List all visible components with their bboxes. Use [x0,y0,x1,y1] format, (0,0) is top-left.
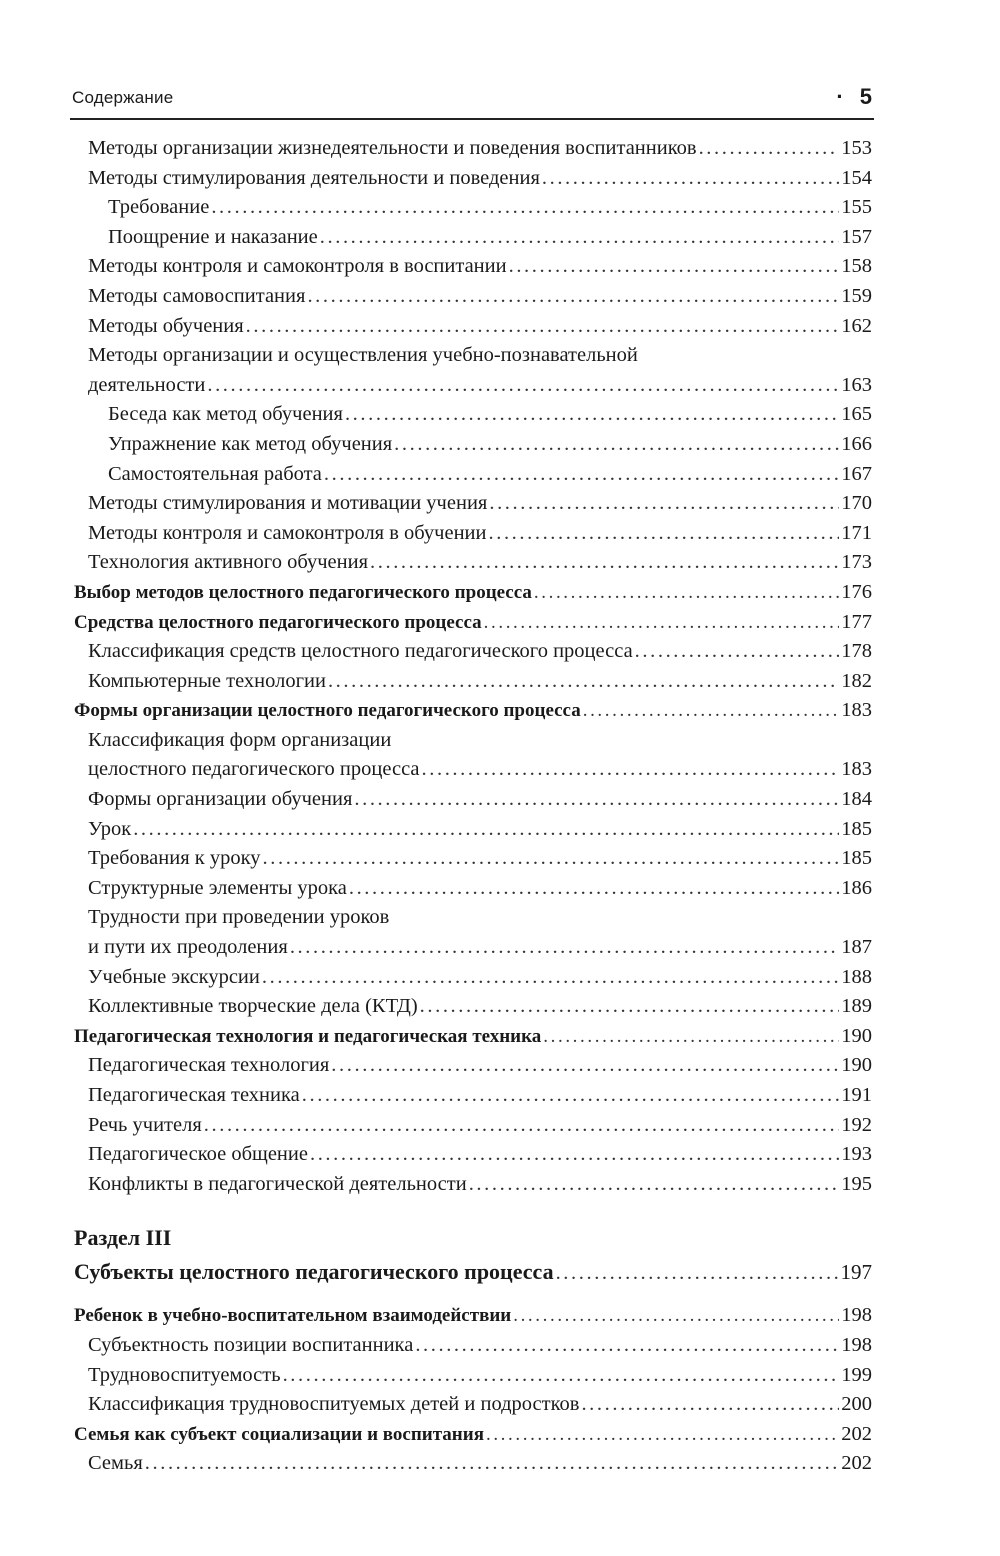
toc-entry-title: Средства целостного педагогического процесса [74,611,482,633]
toc-entry-page: 162 [841,314,872,337]
leader-dots [263,844,840,874]
toc-entry[interactable] [74,785,872,815]
leader-dots [489,489,839,519]
toc-entry[interactable] [74,223,872,253]
leader-dots [489,519,840,549]
toc-entry[interactable] [74,252,872,282]
leader-dots [484,608,840,638]
toc-entry-title: Самостоятельная работа [108,462,322,485]
toc-entry-page: 188 [841,965,872,988]
toc-entry-page: 153 [841,137,872,159]
toc-entry-title: Конфликты в педагогической деятельности [88,1172,467,1195]
section-title: Субъекты целостного педагогического процесса [74,1259,554,1285]
toc-entry[interactable] [74,992,872,1022]
toc-entry-page: 192 [841,1113,872,1136]
leader-dots [370,548,839,578]
toc-entry-title: Технология активного обучения [88,551,369,574]
toc-entry-title: Формы организации обучения [88,788,353,811]
leader-dots [290,933,839,963]
toc-entry[interactable] [74,341,872,371]
toc-entry-title: Поощрение и наказание [108,225,318,248]
toc-entry-page: 199 [841,1363,872,1386]
toc-entry-title: Учебные экскурсии [88,965,260,988]
toc-entry[interactable] [74,1420,872,1450]
toc-entry-title: деятельности [88,373,206,396]
leader-dots [354,785,839,815]
toc-entry-page: 177 [841,610,872,633]
toc-entry-page: 155 [841,196,872,219]
toc-entry-page: 171 [841,521,872,544]
toc-entry[interactable] [74,1111,872,1141]
leader-dots [211,193,839,223]
toc-entry[interactable] [74,1170,872,1200]
toc-entry-title: Семья [88,1452,143,1475]
toc-entry-title: Педагогическая технология [88,1054,330,1077]
leader-dots [133,815,839,845]
toc-entry-title: Классификация трудновоспитуемых детей и подростков [88,1393,580,1416]
toc-entry[interactable] [74,134,872,164]
toc-entry-title: Трудновоспитуемость [88,1363,281,1386]
running-title: Содержание [72,88,174,107]
toc-entry[interactable] [74,460,872,490]
leader-dots [246,312,840,342]
table-of-contents [74,134,872,1479]
leader-dots [207,371,839,401]
toc-entry-page: 202 [841,1452,872,1475]
toc-entry-page: 178 [841,640,872,663]
section-gap [74,1199,872,1221]
leader-dots [422,755,840,785]
toc-entry[interactable] [74,489,872,519]
toc-entry-page: 183 [841,699,872,722]
toc-group-a [74,134,872,1199]
toc-entry[interactable] [74,903,872,933]
toc-entry-title: Формы организации целостного педагогического процесса [74,700,581,722]
toc-entry-page: 202 [841,1422,872,1445]
toc-entry-page: 185 [841,817,872,840]
toc-entry-page: 186 [841,876,872,899]
toc-entry-title: Ребенок в учебно-воспитательном взаимодействии [74,1305,512,1327]
toc-entry-title: Методы стимулирования деятельности и поведения [88,166,540,189]
toc-entry[interactable] [74,1331,872,1361]
toc-entry-title: Требования к уроку [88,847,261,870]
leader-dots [469,1170,840,1200]
toc-entry-title: Методы самовоспитания [88,284,306,307]
leader-dots [394,430,839,460]
toc-entry-page: 190 [841,1054,872,1077]
toc-entry-page: 166 [841,432,872,455]
toc-entry[interactable] [74,164,872,194]
toc-entry[interactable] [74,578,872,608]
toc-entry-title: Классификация форм организации [88,728,392,751]
toc-entry-title: Методы организации жизнедеятельности и поведения воспитанников [88,137,697,159]
toc-entry[interactable] [74,815,872,845]
toc-entry-page: 170 [841,492,872,515]
leader-dots [486,1420,839,1450]
header-bullet: · [836,84,844,109]
toc-entry[interactable] [74,548,872,578]
toc-entry[interactable] [74,312,872,342]
section-gap-small [74,1289,872,1301]
toc-entry-title: Методы обучения [88,314,244,337]
leader-dots [534,578,839,608]
leader-dots [542,164,839,194]
toc-entry-page: 165 [841,403,872,426]
toc-entry-page: 189 [841,995,872,1018]
toc-entry-title: Методы организации и осуществления учебно-познавательной [88,344,638,367]
toc-entry-page: 200 [841,1393,872,1416]
toc-entry[interactable] [74,963,872,993]
toc-entry[interactable] [74,667,872,697]
toc-entry[interactable] [74,1390,872,1420]
leader-dots [581,1390,839,1420]
toc-entry-page: 195 [841,1172,872,1195]
toc-entry-page: 167 [841,462,872,485]
toc-group-b [74,1301,872,1479]
toc-entry[interactable] [74,282,872,312]
toc-entry-page: 198 [841,1333,872,1356]
toc-entry[interactable] [74,874,872,904]
toc-entry-page: 159 [841,284,872,307]
leader-dots [262,963,839,993]
leader-dots [302,1081,840,1111]
toc-entry-page: 163 [841,373,872,396]
leader-dots [320,223,839,253]
toc-entry-title: Коллективные творческие дела (КТД) [88,995,418,1018]
leader-dots [556,1256,839,1290]
toc-entry[interactable] [74,430,872,460]
toc-entry-title: Упражнение как метод обучения [108,432,393,455]
toc-entry[interactable] [74,933,872,963]
leader-dots [513,1301,839,1331]
toc-entry[interactable] [74,400,872,430]
toc-entry-title: Семья как субъект социализации и воспитания [74,1423,484,1445]
toc-entry[interactable] [74,608,872,638]
toc-entry[interactable] [74,519,872,549]
leader-dots [204,1111,839,1141]
toc-entry-title: Выбор методов целостного педагогического процесса [74,581,532,603]
leader-dots [324,460,839,490]
leader-dots [543,1022,839,1052]
toc-entry[interactable] [74,1081,872,1111]
toc-entry-title: Педагогическая технология и педагогическая техника [74,1025,542,1047]
toc-entry-page: 193 [841,1143,872,1166]
toc-entry-page: 184 [841,788,872,811]
toc-entry-page: 158 [841,255,872,278]
toc-entry-page: 185 [841,847,872,870]
toc-entry-title: Педагогическое общение [88,1143,308,1166]
toc-entry[interactable] [74,844,872,874]
leader-dots [310,1140,839,1170]
toc-entry-title: Структурные элементы урока [88,876,347,899]
section-title-entry[interactable] [74,1255,872,1289]
toc-entry-title: Компьютерные технологии [88,669,326,692]
toc-entry-page: 183 [841,758,872,781]
toc-entry[interactable] [74,1140,872,1170]
leader-dots [328,667,839,697]
toc-entry-title: Урок [88,817,132,840]
toc-entry[interactable] [74,755,872,785]
toc-entry-title: Педагогическая техника [88,1084,300,1106]
page-number [836,84,872,110]
leader-dots [307,282,839,312]
leader-dots [283,1361,840,1391]
toc-entry-page: 182 [841,669,872,692]
toc-entry-title: Классификация средств целостного педагогического процесса [88,640,633,663]
toc-entry-page: 173 [841,551,872,574]
toc-entry[interactable] [74,726,872,756]
toc-entry[interactable] [74,1301,872,1331]
leader-dots [415,1331,839,1361]
toc-entry[interactable] [74,1022,872,1052]
toc-entry-title: Методы контроля и самоконтроля в обучении [88,521,487,544]
leader-dots [699,134,840,164]
toc-entry-title: Субъектность позиции воспитанника [88,1333,414,1356]
section-page: 197 [840,1260,872,1285]
leader-dots [349,874,839,904]
toc-entry[interactable] [74,371,872,401]
toc-entry-title: Речь учителя [88,1113,202,1136]
toc-entry[interactable] [74,1449,872,1479]
leader-dots [345,400,839,430]
page-header [70,84,874,120]
toc-entry-page: 176 [841,580,872,603]
toc-entry-title: Трудности при проведении уроков [88,906,390,929]
toc-entry-title: и пути их преодоления [88,936,288,959]
toc-entry-page: 154 [841,166,872,189]
toc-entry-title: Беседа как метод обучения [108,403,343,426]
leader-dots [331,1051,839,1081]
toc-entry[interactable] [74,193,872,223]
toc-entry[interactable] [74,696,872,726]
toc-entry-title: Методы стимулирования и мотивации учения [88,492,488,515]
toc-entry[interactable] [74,1361,872,1391]
leader-dots [635,637,840,667]
section-label: Раздел III [74,1225,172,1251]
toc-entry-page: 198 [841,1304,872,1327]
toc-entry[interactable] [74,637,872,667]
toc-entry-title: целостного педагогического процесса [88,758,420,781]
toc-entry-page: 187 [841,936,872,959]
toc-entry-title: Требование [108,196,210,219]
toc-entry-page: 157 [841,225,872,248]
toc-entry-page: 190 [841,1024,872,1047]
toc-entry[interactable] [74,1051,872,1081]
toc-entry-title: Методы контроля и самоконтроля в воспитании [88,255,507,278]
toc-entry-page: 191 [841,1084,872,1106]
leader-dots [420,992,840,1022]
leader-dots [583,696,840,726]
page-number-value: 5 [859,84,872,109]
leader-dots [509,252,840,282]
leader-dots [145,1449,839,1479]
